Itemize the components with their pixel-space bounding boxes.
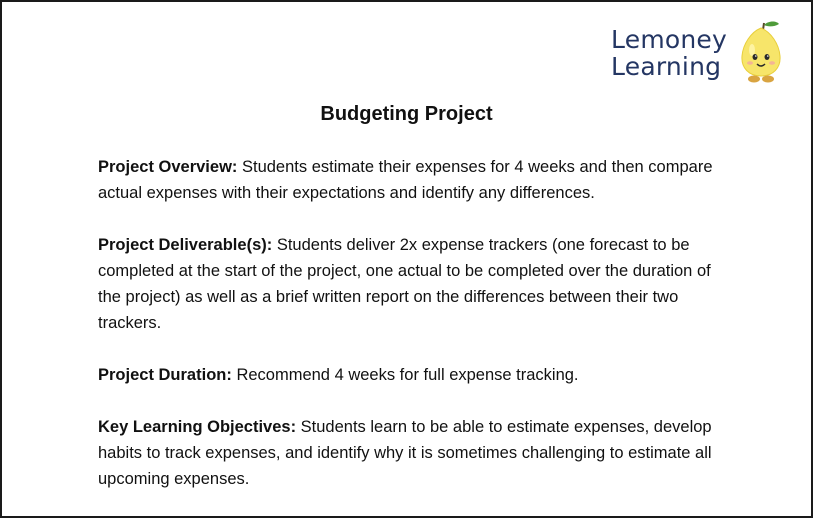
document-body — [98, 154, 738, 518]
key-learning-objectives-text: Students learn to be able to estimate expenses, develop habits to track expenses, and identify why it is sometimes challenging to estimate all upcoming expenses. — [98, 418, 712, 488]
project-deliverables-label: Project Deliverable(s): — [98, 236, 273, 254]
logo-line-1: Lemoney — [611, 25, 727, 54]
lemon-mascot-icon — [737, 20, 785, 84]
key-learning-objectives-label: Key Learning Objectives: — [98, 418, 297, 436]
project-duration-text: Recommend 4 weeks for full expense tracking. — [231, 366, 579, 384]
project-duration-label: Project Duration: — [98, 366, 232, 384]
page-title: Budgeting Project — [320, 103, 493, 125]
logo-line-2: Learning — [611, 52, 722, 81]
project-deliverables-text: Students deliver 2x expense trackers (one forecast to be completed at the start of the project, one actual to be completed over the duration of the project) as well as a brief written report on the differences between their two trackers. — [98, 236, 711, 332]
project-duration-paragraph — [98, 362, 738, 388]
project-overview-paragraph — [98, 154, 738, 206]
project-overview-label: Project Overview: — [98, 158, 238, 176]
key-learning-objectives-paragraph — [98, 414, 738, 492]
logo-text — [611, 26, 727, 80]
project-deliverables-paragraph — [98, 232, 738, 336]
project-overview-text: Students estimate their expenses for 4 weeks and then compare actual expenses with their expectations and identify any differences. — [98, 158, 713, 202]
lemoney-learning-logo — [611, 20, 785, 84]
